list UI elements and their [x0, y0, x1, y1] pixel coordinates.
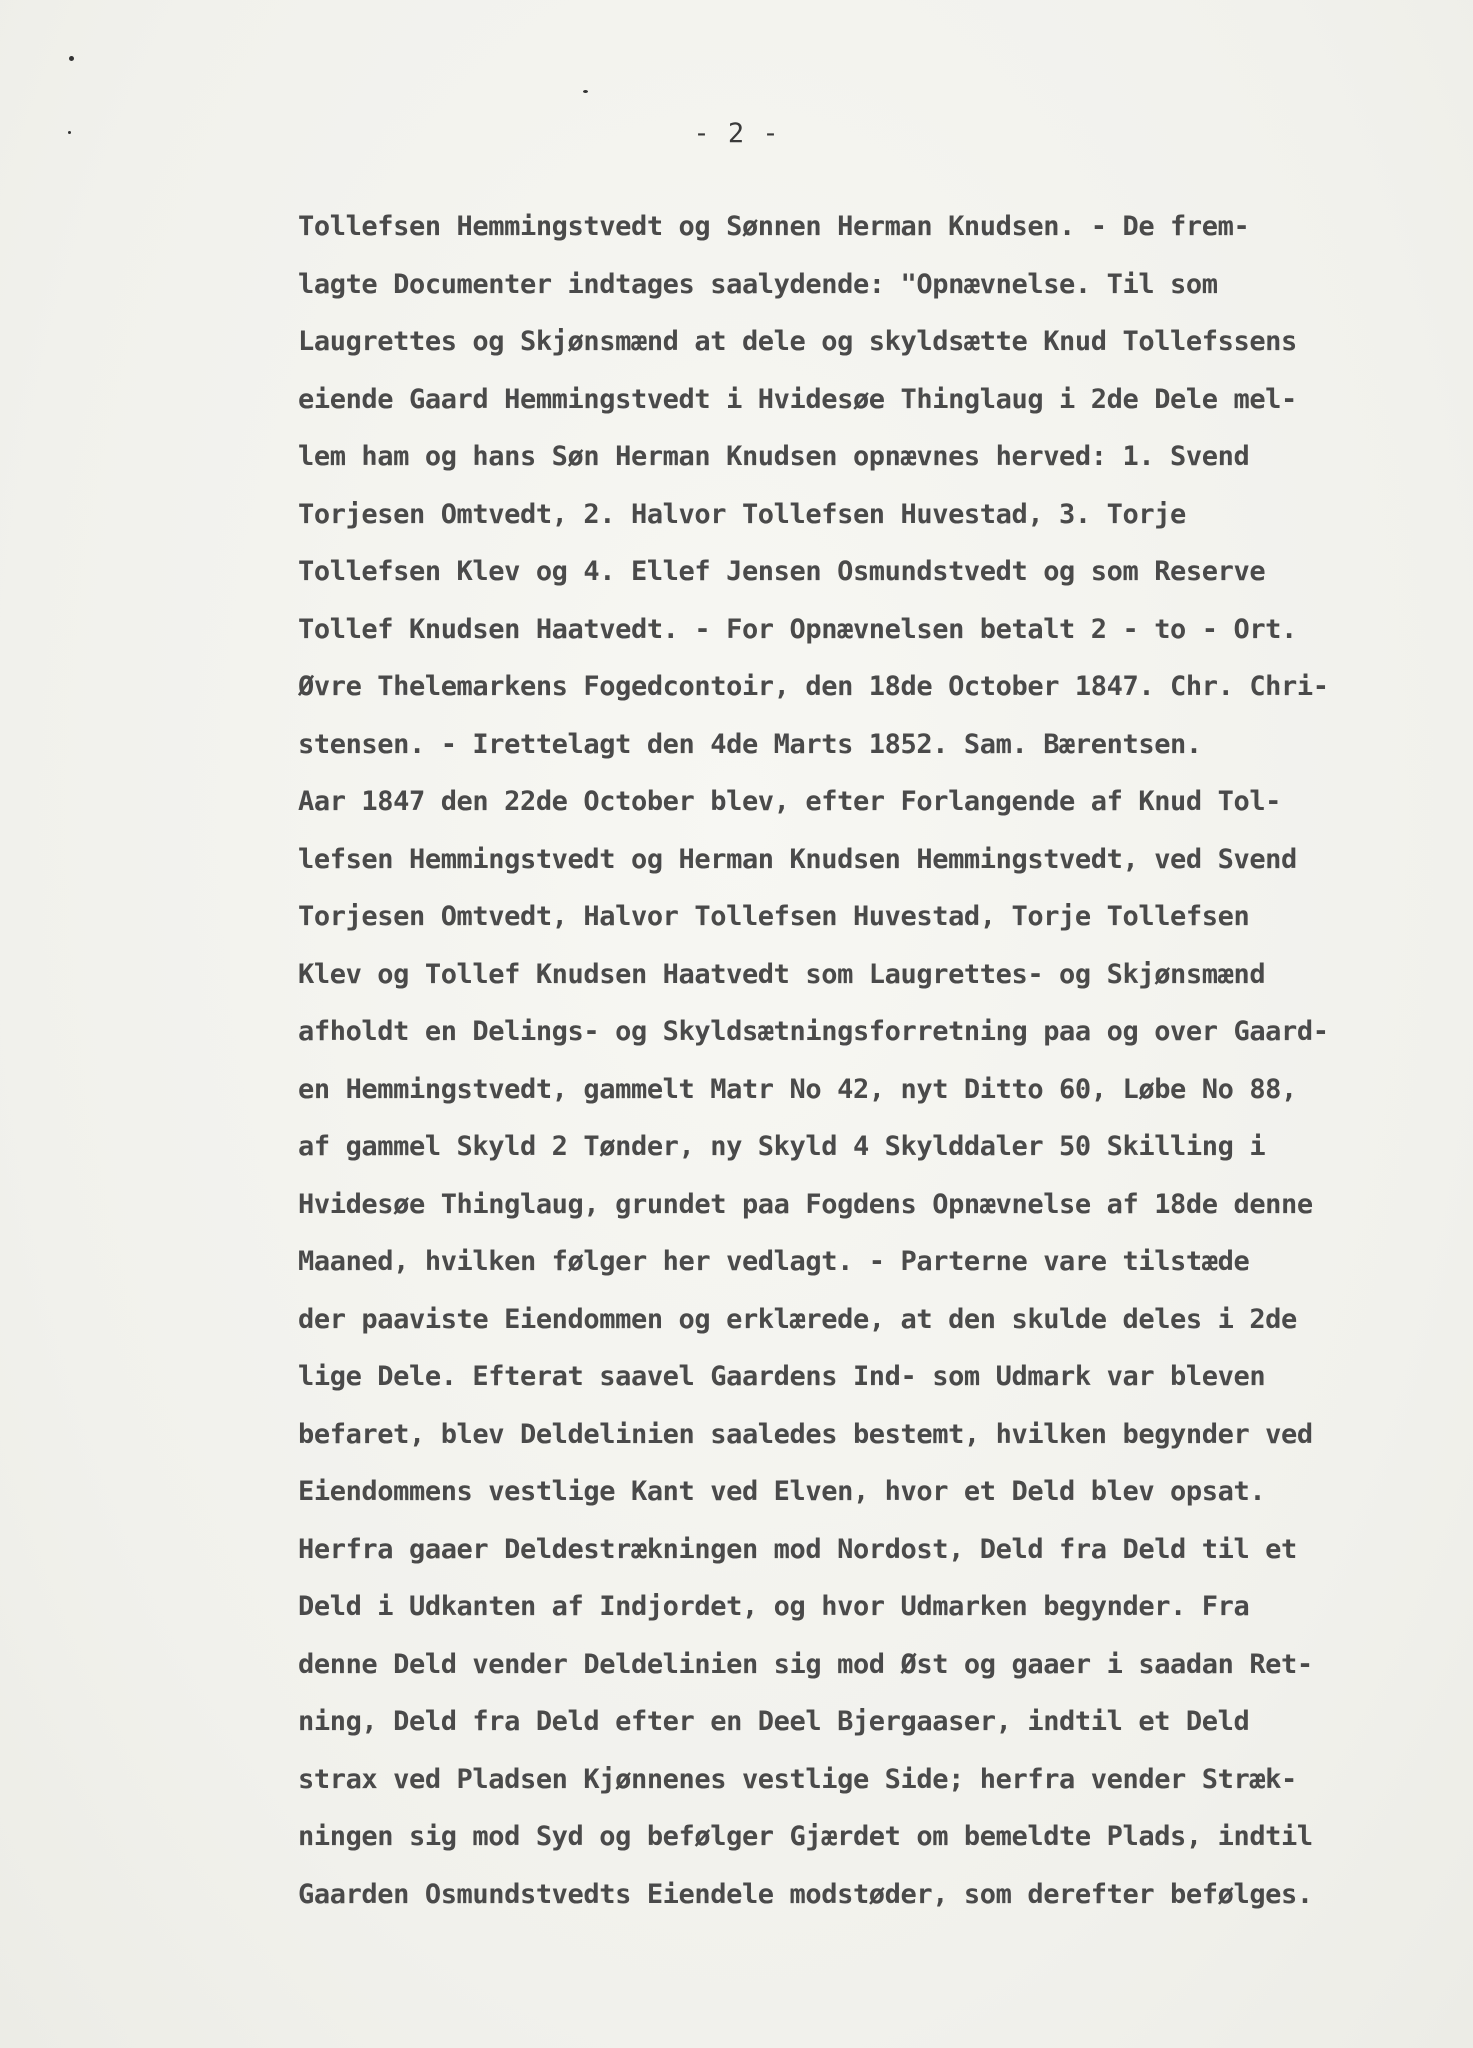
text-line: Torjesen Omtvedt, Halvor Tollefsen Huvestad, Torje Tollefsen	[298, 901, 1250, 932]
text-line: Hvidesøe Thinglaug, grundet paa Fogdens Opnævnelse af 18de denne	[298, 1188, 1313, 1220]
text-line: lige Dele. Efterat saavel Gaardens Ind- som Udmark var bleven	[298, 1361, 1266, 1392]
text-line: denne Deld vender Deldelinien sig mod Øst og gaaer i saadan Ret-	[298, 1648, 1313, 1680]
text-line: en Hemmingstvedt, gammelt Matr No 42, nyt Ditto 60, Løbe No 88,	[298, 1073, 1297, 1105]
text-line: strax ved Pladsen Kjønnenes vestlige Side; herfra vender Stræk-	[298, 1763, 1297, 1795]
text-line: Øvre Thelemarkens Fogedcontoir, den 18de October 1847. Chr. Chri-	[298, 671, 1329, 702]
text-line: Gaarden Osmundstvedts Eiendele modstøder, som derefter befølges.	[298, 1878, 1313, 1910]
text-line: Tollefsen Hemmingstvedt og Sønnen Herman Knudsen. - De frem-	[298, 211, 1250, 242]
text-line: Klev og Tollef Knudsen Haatvedt som Laugrettes- og Skjønsmænd	[298, 958, 1266, 990]
text-line: Eiendommens vestlige Kant ved Elven, hvor et Deld blev opsat.	[298, 1476, 1266, 1507]
page-number: - 2 -	[693, 118, 780, 149]
text-line: stensen. - Irettelagt den 4de Marts 1852. Sam. Bærentsen.	[298, 728, 1202, 760]
text-line: eiende Gaard Hemmingstvedt i Hvidesøe Thinglaug i 2de Dele mel-	[298, 383, 1297, 415]
text-line: Tollef Knudsen Haatvedt. - For Opnævnelsen betalt 2 - to - Ort.	[298, 613, 1297, 645]
text-line: af gammel Skyld 2 Tønder, ny Skyld 4 Skylddaler 50 Skilling i	[298, 1131, 1266, 1162]
text-line: lagte Documenter indtages saalydende: "Opnævnelse. Til som	[298, 268, 1218, 300]
text-line: der paaviste Eiendommen og erklærede, at den skulde deles i 2de	[298, 1303, 1297, 1335]
text-line: lefsen Hemmingstvedt og Herman Knudsen Hemmingstvedt, ved Svend	[298, 843, 1297, 875]
text-line: Deld i Udkanten af Indjordet, og hvor Udmarken begynder. Fra	[298, 1591, 1250, 1622]
text-line: ning, Deld fra Deld efter en Deel Bjergaaser, indtil et Deld	[298, 1706, 1250, 1737]
scan-speck	[583, 90, 588, 93]
text-line: Laugrettes og Skjønsmænd at dele og skyldsætte Knud Tollefssens	[298, 326, 1297, 357]
text-line: befaret, blev Deldelinien saaledes bestemt, hvilken begynder ved	[298, 1418, 1313, 1450]
text-line: ningen sig mod Syd og befølger Gjærdet om bemeldte Plads, indtil	[298, 1821, 1313, 1852]
text-line: Tollefsen Klev og 4. Ellef Jensen Osmundstvedt og som Reserve	[298, 556, 1266, 587]
scan-speck	[69, 56, 74, 61]
text-line: lem ham og hans Søn Herman Knudsen opnævnes herved: 1. Svend	[298, 441, 1250, 472]
text-line: Aar 1847 den 22de October blev, efter Forlangende af Knud Tol-	[298, 786, 1282, 817]
text-line: afholdt en Delings- og Skyldsætningsforretning paa og over Gaard-	[298, 1016, 1329, 1047]
body-text	[298, 198, 1448, 1923]
text-line: Maaned, hvilken følger her vedlagt. - Parterne vare tilstæde	[298, 1246, 1250, 1277]
text-line: Torjesen Omtvedt, 2. Halvor Tollefsen Huvestad, 3. Torje	[298, 498, 1186, 530]
text-line: Herfra gaaer Deldestrækningen mod Nordost, Deld fra Deld til et	[298, 1533, 1297, 1565]
